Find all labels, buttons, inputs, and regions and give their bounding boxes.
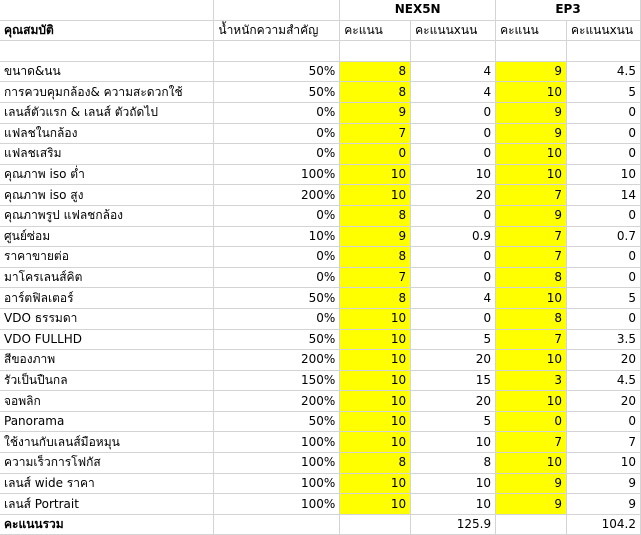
weight-cell[interactable]: 0% [214, 102, 340, 123]
nex-score-cell[interactable]: 10 [340, 370, 411, 391]
cell[interactable] [0, 0, 214, 20]
table-row [0, 164, 641, 185]
weight-cell[interactable]: 50% [214, 61, 340, 82]
weight-cell[interactable]: 0% [214, 123, 340, 144]
ep-weighted-cell[interactable]: 9 [566, 494, 640, 515]
property-cell[interactable]: คุณภาพ iso สูง [0, 185, 214, 206]
weight-cell[interactable]: 100% [214, 494, 340, 515]
weight-cell[interactable]: 0% [214, 308, 340, 329]
nex-score-cell[interactable]: 10 [340, 494, 411, 515]
cell[interactable] [340, 514, 411, 535]
group-header-row [0, 0, 641, 20]
weight-cell[interactable]: 0% [214, 267, 340, 288]
nex-score-cell[interactable]: 0 [340, 144, 411, 165]
nex-score-cell[interactable]: 8 [340, 453, 411, 474]
nex-score-cell[interactable]: 10 [340, 473, 411, 494]
nex-weighted-cell[interactable]: 0 [411, 267, 496, 288]
property-cell[interactable]: การควบคุมกล้อง& ความสะดวกใช้ [0, 82, 214, 103]
nex-weighted-cell[interactable]: 0.9 [411, 226, 496, 247]
ep-weighted-cell[interactable]: 0 [566, 247, 640, 268]
table-row [0, 288, 641, 309]
table-row [0, 411, 641, 432]
ep-weighted-cell[interactable]: 5 [566, 288, 640, 309]
nex-total-cell[interactable]: 125.9 [411, 514, 496, 535]
ep-score-cell[interactable]: 3 [496, 370, 567, 391]
nex-score-cell[interactable]: 10 [340, 164, 411, 185]
weight-header[interactable]: น้ำหนักความสำคัญ [214, 20, 340, 41]
nex-score-cell[interactable]: 10 [340, 411, 411, 432]
nex-score-cell[interactable]: 10 [340, 329, 411, 350]
nex-score-cell[interactable]: 10 [340, 391, 411, 412]
nex-group-header[interactable]: NEX5N [340, 0, 496, 20]
ep-weighted-cell[interactable]: 10 [566, 453, 640, 474]
table-row [0, 82, 641, 103]
nex-weighted-cell[interactable]: 0 [411, 123, 496, 144]
table-row [0, 102, 641, 123]
ep-score-cell[interactable]: 7 [496, 247, 567, 268]
nex-weighted-cell[interactable]: 20 [411, 391, 496, 412]
table-row [0, 123, 641, 144]
table-row [0, 391, 641, 412]
table-row [0, 453, 641, 474]
ep-score-cell[interactable]: 8 [496, 267, 567, 288]
property-cell[interactable]: อาร์ตฟิลเตอร์ [0, 288, 214, 309]
ep-weighted-header[interactable]: คะแนนxนน [566, 20, 640, 41]
table-row [0, 432, 641, 453]
ep-weighted-cell[interactable]: 0 [566, 102, 640, 123]
cell[interactable] [566, 41, 640, 62]
weight-cell[interactable]: 50% [214, 288, 340, 309]
property-cell[interactable]: คุณภาพ iso ต่ำ [0, 164, 214, 185]
cell[interactable] [0, 41, 214, 62]
nex-weighted-cell[interactable]: 4 [411, 61, 496, 82]
ep-weighted-cell[interactable]: 20 [566, 391, 640, 412]
ep-score-cell[interactable]: 9 [496, 494, 567, 515]
nex-score-cell[interactable]: 10 [340, 432, 411, 453]
blank-row [0, 41, 641, 62]
table-row [0, 185, 641, 206]
table-row [0, 308, 641, 329]
nex-weighted-cell[interactable]: 8 [411, 453, 496, 474]
ep-score-header[interactable]: คะแนน [496, 20, 567, 41]
property-cell[interactable]: ใช้งานกับเลนส์มือหมุน [0, 432, 214, 453]
property-cell[interactable]: แฟลชเสริม [0, 144, 214, 165]
nex-score-cell[interactable]: 8 [340, 205, 411, 226]
ep-score-cell[interactable]: 10 [496, 144, 567, 165]
nex-weighted-cell[interactable]: 0 [411, 247, 496, 268]
ep-weighted-cell[interactable]: 10 [566, 164, 640, 185]
weight-cell[interactable]: 10% [214, 226, 340, 247]
nex-score-cell[interactable]: 8 [340, 61, 411, 82]
ep-score-cell[interactable]: 7 [496, 432, 567, 453]
ep-score-cell[interactable]: 9 [496, 102, 567, 123]
ep-score-cell[interactable]: 7 [496, 226, 567, 247]
ep-weighted-cell[interactable]: 0.7 [566, 226, 640, 247]
property-cell[interactable]: ความเร็วการโฟกัส [0, 453, 214, 474]
weight-cell[interactable]: 200% [214, 185, 340, 206]
cell[interactable] [214, 0, 340, 20]
cell[interactable] [496, 41, 567, 62]
cell[interactable] [214, 41, 340, 62]
nex-weighted-cell[interactable]: 10 [411, 432, 496, 453]
ep-score-cell[interactable]: 7 [496, 185, 567, 206]
weight-cell[interactable]: 200% [214, 391, 340, 412]
ep-score-cell[interactable]: 10 [496, 453, 567, 474]
weight-cell[interactable]: 200% [214, 350, 340, 371]
property-cell[interactable]: รัวเป็นปืนกล [0, 370, 214, 391]
weight-cell[interactable]: 0% [214, 144, 340, 165]
nex-weighted-cell[interactable]: 4 [411, 82, 496, 103]
nex-score-cell[interactable]: 7 [340, 123, 411, 144]
weight-cell[interactable]: 150% [214, 370, 340, 391]
weight-cell[interactable]: 50% [214, 82, 340, 103]
nex-weighted-cell[interactable]: 4 [411, 288, 496, 309]
nex-score-cell[interactable]: 8 [340, 247, 411, 268]
nex-weighted-cell[interactable]: 10 [411, 494, 496, 515]
nex-weighted-cell[interactable]: 20 [411, 350, 496, 371]
nex-score-cell[interactable]: 10 [340, 185, 411, 206]
property-cell[interactable]: Panorama [0, 411, 214, 432]
property-cell[interactable]: สีของภาพ [0, 350, 214, 371]
ep-weighted-cell[interactable]: 0 [566, 123, 640, 144]
property-cell[interactable]: เลนส์ Portrait [0, 494, 214, 515]
nex-score-cell[interactable]: 9 [340, 226, 411, 247]
nex-weighted-cell[interactable]: 20 [411, 185, 496, 206]
table-row [0, 473, 641, 494]
weight-cell[interactable]: 0% [214, 205, 340, 226]
property-cell[interactable]: คุณภาพรูป แฟลชกล้อง [0, 205, 214, 226]
nex-weighted-cell[interactable]: 10 [411, 164, 496, 185]
ep-score-cell[interactable]: 10 [496, 288, 567, 309]
property-cell[interactable]: VDO ธรรมดา [0, 308, 214, 329]
ep-score-cell[interactable]: 7 [496, 329, 567, 350]
property-cell[interactable]: VDO FULLHD [0, 329, 214, 350]
nex-score-cell[interactable]: 10 [340, 350, 411, 371]
property-header[interactable]: คุณสมบัติ [0, 20, 214, 41]
nex-weighted-cell[interactable]: 15 [411, 370, 496, 391]
ep-score-cell[interactable]: 10 [496, 350, 567, 371]
ep-weighted-cell[interactable]: 20 [566, 350, 640, 371]
ep-score-cell[interactable]: 10 [496, 82, 567, 103]
cell[interactable] [411, 41, 496, 62]
weight-cell[interactable]: 50% [214, 411, 340, 432]
table-row [0, 350, 641, 371]
ep-weighted-cell[interactable]: 5 [566, 82, 640, 103]
nex-score-cell[interactable]: 8 [340, 288, 411, 309]
nex-score-cell[interactable]: 10 [340, 308, 411, 329]
ep-weighted-cell[interactable]: 14 [566, 185, 640, 206]
nex-weighted-cell[interactable]: 5 [411, 411, 496, 432]
nex-score-cell[interactable]: 9 [340, 102, 411, 123]
nex-score-header[interactable]: คะแนน [340, 20, 411, 41]
table-row [0, 494, 641, 515]
nex-weighted-header[interactable]: คะแนนxนน [411, 20, 496, 41]
ep-weighted-cell[interactable]: 0 [566, 308, 640, 329]
table-row [0, 267, 641, 288]
ep-weighted-cell[interactable]: 0 [566, 205, 640, 226]
ep-weighted-cell[interactable]: 0 [566, 144, 640, 165]
ep-weighted-cell[interactable]: 3.5 [566, 329, 640, 350]
ep-score-cell[interactable]: 9 [496, 473, 567, 494]
table-row [0, 226, 641, 247]
nex-weighted-cell[interactable]: 10 [411, 473, 496, 494]
property-cell[interactable]: แฟลชในกล้อง [0, 123, 214, 144]
table-row [0, 329, 641, 350]
property-cell[interactable]: ขนาด&นน [0, 61, 214, 82]
ep-score-cell[interactable]: 10 [496, 164, 567, 185]
table-row [0, 61, 641, 82]
cell[interactable] [214, 514, 340, 535]
ep-weighted-cell[interactable]: 0 [566, 267, 640, 288]
nex-weighted-cell[interactable]: 0 [411, 205, 496, 226]
ep-score-cell[interactable]: 9 [496, 123, 567, 144]
weight-cell[interactable]: 100% [214, 432, 340, 453]
total-row [0, 514, 641, 535]
nex-score-cell[interactable]: 8 [340, 82, 411, 103]
table-row [0, 247, 641, 268]
property-cell[interactable]: จอพลิก [0, 391, 214, 412]
weight-cell[interactable]: 100% [214, 473, 340, 494]
ep-score-cell[interactable]: 8 [496, 308, 567, 329]
ep-weighted-cell[interactable]: 9 [566, 473, 640, 494]
table-row [0, 144, 641, 165]
nex-score-cell[interactable]: 7 [340, 267, 411, 288]
property-cell[interactable]: เลนส์ตัวแรก & เลนส์ ตัวถัดไป [0, 102, 214, 123]
ep-weighted-cell[interactable]: 7 [566, 432, 640, 453]
ep-weighted-cell[interactable]: 0 [566, 411, 640, 432]
property-cell[interactable]: ศูนย์ซ่อม [0, 226, 214, 247]
column-header-row [0, 20, 641, 41]
ep-total-cell[interactable]: 104.2 [566, 514, 640, 535]
nex-weighted-cell[interactable]: 0 [411, 308, 496, 329]
weight-cell[interactable]: 50% [214, 329, 340, 350]
ep-score-cell[interactable]: 9 [496, 205, 567, 226]
ep-group-header[interactable]: EP3 [496, 0, 641, 20]
ep-weighted-cell[interactable]: 4.5 [566, 370, 640, 391]
table-row [0, 370, 641, 391]
property-cell[interactable]: เลนส์ wide ราคา [0, 473, 214, 494]
nex-weighted-cell[interactable]: 0 [411, 102, 496, 123]
weight-cell[interactable]: 100% [214, 453, 340, 474]
weight-cell[interactable]: 100% [214, 164, 340, 185]
nex-weighted-cell[interactable]: 5 [411, 329, 496, 350]
property-cell[interactable]: ราคาขายต่อ [0, 247, 214, 268]
ep-score-cell[interactable]: 9 [496, 61, 567, 82]
ep-score-cell[interactable]: 0 [496, 411, 567, 432]
ep-weighted-cell[interactable]: 4.5 [566, 61, 640, 82]
cell[interactable] [496, 514, 567, 535]
ep-score-cell[interactable]: 10 [496, 391, 567, 412]
table-row [0, 205, 641, 226]
nex-weighted-cell[interactable]: 0 [411, 144, 496, 165]
total-label[interactable]: คะแนนรวม [0, 514, 214, 535]
property-cell[interactable]: มาโครเลนส์คิต [0, 267, 214, 288]
cell[interactable] [340, 41, 411, 62]
weight-cell[interactable]: 0% [214, 247, 340, 268]
